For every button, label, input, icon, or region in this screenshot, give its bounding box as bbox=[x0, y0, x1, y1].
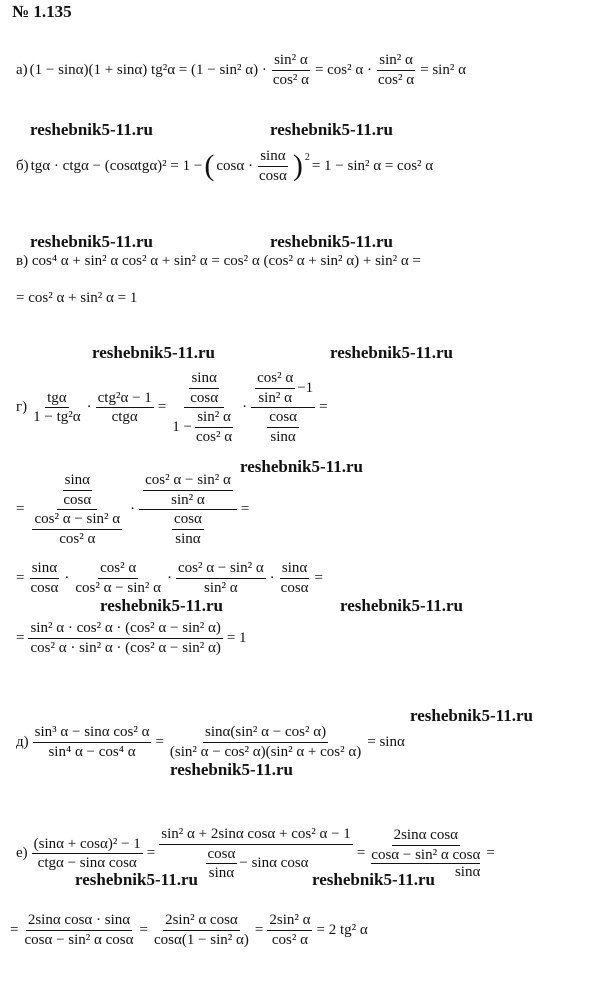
solution-g bbox=[16, 370, 328, 445]
g-compound-fraction-3: $\frac{\frac{\sin\alpha}{\cos\alpha}}{\frac{\text{cos² α − sin² α}}{\text{cos² α}}}$ bbox=[34, 472, 121, 547]
watermark: reshebnik5-11.ru bbox=[270, 232, 393, 251]
label-d: д) bbox=[16, 733, 29, 750]
equals: = bbox=[356, 845, 366, 862]
equals: = bbox=[157, 399, 167, 415]
equals: = bbox=[16, 501, 25, 517]
v-line-2: = cos² α + sin² α = 1 bbox=[16, 290, 138, 306]
e-fraction-2: sin² α + 2sinα cosα + cos² α − 1 $\frac{\cos\alpha}{\sin\alpha}$ − sinα cosα bbox=[161, 826, 351, 881]
b-lhs: tgα · ctgα − (cosαtgα)² = 1 − bbox=[30, 157, 203, 174]
a-lhs: (1 − sinα)(1 + sinα) tg²α = (1 − sin² α) · bbox=[29, 61, 267, 78]
g-fraction-1: $\frac{\text{tgα}}{\text{1 − tg²α}}$ bbox=[33, 389, 81, 425]
label-b: б) bbox=[16, 157, 29, 174]
d-result: = sinα bbox=[367, 733, 405, 750]
equals: = bbox=[155, 733, 164, 750]
watermark: reshebnik5-11.ru bbox=[240, 457, 363, 476]
dot: · bbox=[130, 501, 136, 517]
problem-number: № 1.135 bbox=[12, 2, 72, 21]
a-fraction-2: $\frac{\text{sin² α}}{\text{cos² α}}$ bbox=[378, 52, 415, 88]
g-fraction-4: $\frac{\text{cos² α}}{\text{cos² α − sin² α}}$ bbox=[75, 560, 161, 596]
watermark: reshebnik5-11.ru bbox=[30, 232, 153, 251]
b-rhs: = 1 − sin² α = cos² α bbox=[311, 157, 434, 174]
e-result: = 2 tg² α bbox=[316, 921, 368, 938]
watermark: reshebnik5-11.ru bbox=[92, 343, 215, 362]
watermark: reshebnik5-11.ru bbox=[75, 870, 198, 889]
v-line-1: cos⁴ α + sin² α cos² α + sin² α = cos² α (cos² α + sin² α) + sin² α = bbox=[31, 253, 421, 269]
label-v: в) bbox=[16, 253, 29, 269]
g-compound-fraction-4: $\frac{\frac{\text{cos² α − sin² α}}{\text{sin² α}}}{\frac{\cos\alpha}{\sin\alpha}}$ bbox=[139, 472, 237, 547]
b-inner: cosα · bbox=[216, 157, 253, 174]
e-fraction-5: $\frac{\text{2sin² α cosα}}{\text{cosα(1 − sin² α)}}$ bbox=[153, 912, 249, 948]
equals: = bbox=[319, 399, 328, 415]
g-compound-fraction-2: $\frac{\text{cos² α}}{\text{sin² α}}$ −1 $\frac{\cos\alpha}{\sin\alpha}$ bbox=[251, 370, 315, 445]
label-e: е) bbox=[16, 845, 28, 862]
a-fraction-1: $\frac{\text{sin² α}}{\text{cos² α}}$ bbox=[272, 52, 309, 88]
g-fraction-6: $\frac{\sin\alpha}{\cos\alpha}$ bbox=[280, 560, 309, 596]
g-line-2 bbox=[16, 472, 249, 547]
watermark: reshebnik5-11.ru bbox=[330, 343, 453, 362]
solution-d bbox=[16, 724, 405, 760]
watermark: reshebnik5-11.ru bbox=[100, 596, 223, 615]
e-fraction-4: $\frac{\text{2sinα cosα · sinα}}{\text{cosα − sin² α cosα}}$ bbox=[24, 912, 134, 948]
dot: · bbox=[64, 569, 70, 586]
d-fraction-1: $\frac{\text{sin³ α − sinα cos² α}}{\text{sin⁴ α − cos⁴ α}}$ bbox=[34, 724, 150, 760]
equals: = bbox=[314, 569, 323, 586]
equals: = bbox=[486, 845, 495, 862]
equals: = bbox=[16, 629, 25, 646]
equals: = bbox=[146, 845, 156, 862]
a-rhs: = sin² α bbox=[420, 61, 466, 78]
label-a: а) bbox=[16, 61, 28, 78]
watermark: reshebnik5-11.ru bbox=[170, 760, 293, 779]
label-g: г) bbox=[16, 399, 28, 415]
e-fraction-1: $\frac{\text{(sinα + cosα)² − 1}}{\text{ctgα − sinα cosα}}$ bbox=[33, 835, 141, 872]
g-line-3 bbox=[16, 560, 323, 596]
g-fraction-2: $\frac{\text{ctg²α − 1}}{\text{ctgα}}$ bbox=[97, 389, 152, 425]
d-fraction-2: $\frac{\text{sinα(sin² α − cos² α)}}{\text{(sin² α − cos² α)(sin² α + cos² α)}}$ bbox=[169, 724, 362, 760]
dot: · bbox=[86, 399, 92, 415]
solution-v bbox=[16, 253, 421, 270]
watermark: reshebnik5-11.ru bbox=[410, 706, 533, 725]
dot: · bbox=[269, 569, 275, 586]
e-line-2 bbox=[10, 912, 368, 948]
a-mid: = cos² α · bbox=[314, 61, 372, 78]
watermark: reshebnik5-11.ru bbox=[270, 120, 393, 139]
dot: · bbox=[242, 399, 248, 415]
g-result: = 1 bbox=[226, 629, 247, 646]
equals: = bbox=[16, 569, 25, 586]
e-fraction-3: 2sinα cosα cosα − sin² α cosα sinα bbox=[371, 827, 481, 880]
dot: · bbox=[167, 569, 172, 586]
e-fraction-6: $\frac{\text{2sin² α}}{\text{cos² α}}$ bbox=[269, 912, 311, 948]
paren-close: ) bbox=[292, 149, 303, 182]
solution-b: б) tgα · ctgα − (cosαtgα)² = 1 − ( cosα · $\frac{\sin\alpha}{\cos\alpha}$ ) $^2$ = 1 − sin² α = cos² α bbox=[16, 148, 434, 184]
watermark: reshebnik5-11.ru bbox=[340, 596, 463, 615]
solution-a bbox=[16, 52, 466, 88]
watermark: reshebnik5-11.ru bbox=[312, 870, 435, 889]
equals: = bbox=[139, 921, 148, 938]
g-fraction-3: $\frac{\sin\alpha}{\cos\alpha}$ bbox=[30, 560, 59, 596]
watermark: reshebnik5-11.ru bbox=[30, 120, 153, 139]
b-fraction: $\frac{\sin\alpha}{\cos\alpha}$ bbox=[258, 148, 287, 184]
paren-open: ( bbox=[204, 149, 215, 182]
g-compound-fraction-1: $\frac{\sin\alpha}{\cos\alpha}$ 1 − $\frac{\text{sin² α}}{\text{cos² α}}$ bbox=[172, 370, 233, 445]
equals: = bbox=[10, 921, 19, 938]
g-fraction-5: $\frac{\text{cos² α − sin² α}}{\text{sin² α}}$ bbox=[178, 560, 264, 596]
g-final-fraction: $\frac{\text{sin² α · cos² α · (cos² α − sin² α)}}{\text{cos² α · sin² α · (cos² α − sin² α)}}$ bbox=[30, 620, 221, 656]
g-line-4 bbox=[16, 620, 247, 656]
equals: = bbox=[254, 921, 264, 938]
equals: = bbox=[240, 501, 250, 517]
